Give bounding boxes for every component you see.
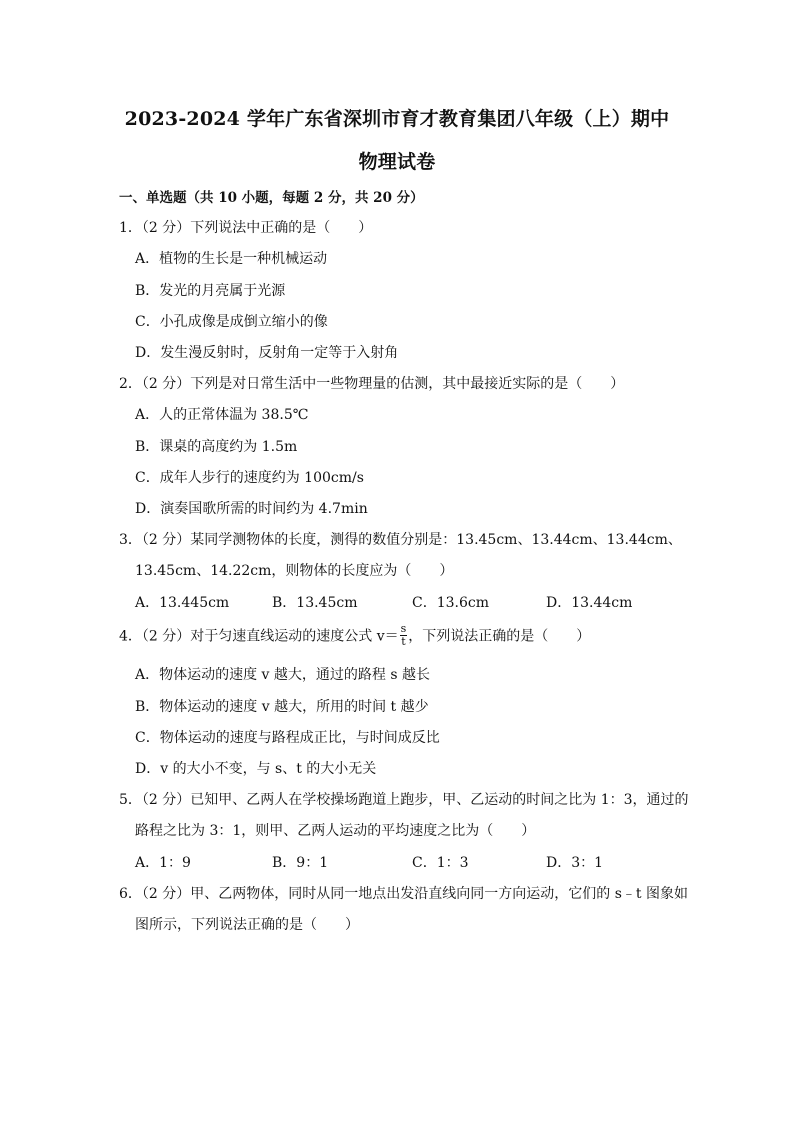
question-1-stem: 1．（2 分）下列说法中正确的是（ ） — [119, 220, 373, 236]
question-5-option-a: A．1：9 — [135, 855, 191, 871]
question-2-option-b: B．课桌的高度约为 1.5m — [135, 439, 298, 455]
question-2-stem: 2．（2 分）下列是对日常生活中一些物理量的估测，其中最接近实际的是（ ） — [119, 376, 625, 392]
question-2-option-a: A．人的正常体温为 38.5℃ — [135, 407, 309, 423]
section-heading: 一、单选题（共 10 小题，每题 2 分，共 20 分） — [119, 190, 424, 206]
question-6-stem-continued: 图所示，下列说法正确的是（ ） — [135, 917, 359, 933]
question-1-option-c: C．小孔成像是成倒立缩小的像 — [135, 314, 328, 330]
question-5-stem: 5．（2 分）已知甲、乙两人在学校操场跑道上跑步，甲、乙运动的时间之比为 1：3，通过的 — [119, 792, 689, 808]
question-1-option-b: B．发光的月亮属于光源 — [135, 283, 286, 299]
question-4-option-d: D．v 的大小不变，与 s、t 的大小无关 — [135, 761, 377, 777]
question-1-option-a: A．植物的生长是一种机械运动 — [135, 251, 328, 267]
fraction-denominator: t — [401, 635, 406, 648]
question-4-stem-after: ，下列说法正确的是（ ） — [408, 628, 591, 645]
question-3-stem: 3．（2 分）某同学测物体的长度，测得的数值分别是：13.45cm、13.44cm、13.44cm、 — [119, 532, 682, 548]
question-1-option-d: D．发生漫反射时，反射角一定等于入射角 — [135, 345, 399, 361]
velocity-fraction — [400, 623, 408, 648]
question-5-option-c: C．1：3 — [412, 855, 469, 871]
question-5-stem-continued: 路程之比为 3：1，则甲、乙两人运动的平均速度之比为（ ） — [135, 823, 536, 839]
exam-title-line1: 2023-2024 学年广东省深圳市育才教育集团八年级（上）期中 — [124, 108, 670, 130]
question-3-option-d: D．13.44cm — [546, 595, 633, 611]
exam-title-line2: 物理试卷 — [358, 151, 436, 173]
question-5-option-b: B．9：1 — [272, 855, 329, 871]
question-3-option-a: A．13.445cm — [135, 595, 230, 611]
question-4-stem-before: 4．（2 分）对于匀速直线运动的速度公式 v＝ — [119, 628, 399, 645]
question-3-option-c: C．13.6cm — [412, 595, 489, 611]
question-5-option-d: D．3：1 — [546, 855, 604, 871]
question-3-option-b: B．13.45cm — [272, 595, 358, 611]
question-2-option-d: D．演奏国歌所需的时间约为 4.7min — [135, 501, 368, 517]
question-2-option-c: C．成年人步行的速度约为 100cm/s — [135, 470, 364, 486]
question-4-option-a: A．物体运动的速度 v 越大，通过的路程 s 越长 — [135, 667, 431, 683]
question-4-option-b: B．物体运动的速度 v 越大，所用的时间 t 越少 — [135, 699, 429, 715]
question-3-stem-continued: 13.45cm、14.22cm，则物体的长度应为（ ） — [135, 563, 454, 579]
question-4-stem — [119, 624, 590, 649]
question-6-stem: 6．（2 分）甲、乙两物体，同时从同一地点出发沿直线向同一方向运动，它们的 s﹣t 图象如 — [119, 886, 688, 902]
question-4-option-c: C．物体运动的速度与路程成正比，与时间成反比 — [135, 730, 440, 746]
fraction-numerator: s — [400, 622, 407, 635]
